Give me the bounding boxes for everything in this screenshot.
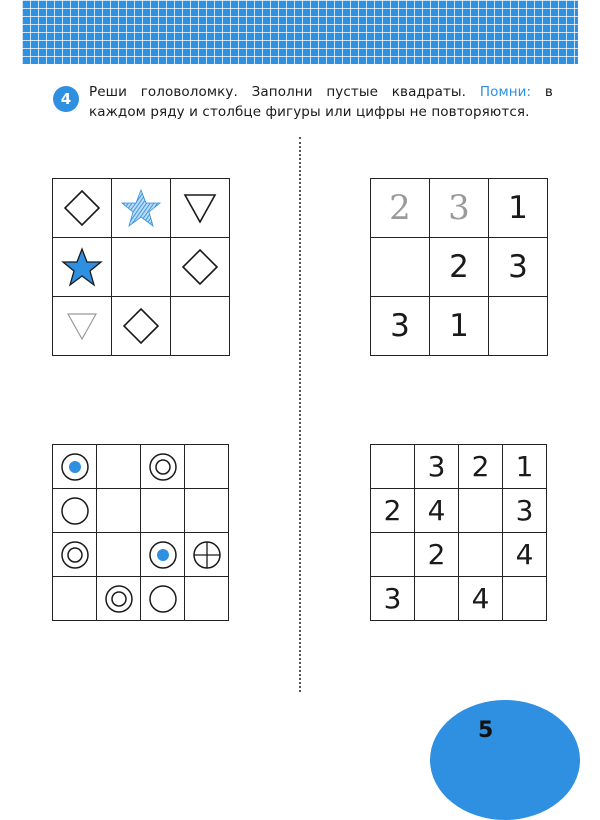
empty-cell [171,297,230,356]
numbers-puzzle-grid-4x4 [370,444,547,621]
empty-cell [489,297,548,356]
cell-digit: 1 [449,307,469,344]
numbers-puzzle-grid-3x3 [370,178,548,356]
grid-cell [97,577,141,621]
number-cell [415,533,459,577]
empty-cell [97,445,141,489]
grid-cell [185,533,229,577]
grid-cell [53,238,112,297]
circles-puzzle-grid [52,444,229,621]
grid-cell [53,489,97,533]
empty-cell [459,489,503,533]
cell-digit: 3 [448,188,470,228]
grid-cell [53,297,112,356]
header-grid-band [22,0,578,64]
double-circle-icon [103,583,135,615]
number-cell [503,489,547,533]
empty-cell [371,238,430,297]
cell-digit: 2 [471,449,490,483]
hatched-star-icon [120,188,162,228]
grid-cell [141,577,185,621]
pencil-triangle-icon [64,309,100,343]
number-cell [503,445,547,489]
grid-cell [53,179,112,238]
number-cell [459,445,503,489]
empty-cell [185,489,229,533]
grid-cell [112,297,171,356]
dot-circle-icon [59,451,91,483]
circle-icon [147,583,179,615]
cell-digit: 3 [427,449,446,483]
cell-digit: 2 [449,248,469,285]
cell-digit: 4 [427,493,446,527]
double-circle-icon [59,539,91,571]
empty-cell [185,445,229,489]
empty-cell [97,533,141,577]
crosshair-circle-icon [191,539,223,571]
instructions-highlight: Помни: [479,84,532,100]
number-cell [371,297,430,356]
task-number: 4 [60,90,72,108]
number-cell [489,179,548,238]
grid-cell [53,533,97,577]
task-instructions [89,82,553,122]
diamond-icon [122,307,160,345]
cell-digit: 1 [515,449,534,483]
number-cell [459,577,503,621]
empty-cell [112,238,171,297]
diamond-icon [181,248,219,286]
cell-digit: 3 [508,248,528,285]
empty-cell [371,533,415,577]
cell-digit: 3 [383,581,402,615]
dot-circle-icon [147,539,179,571]
number-cell [371,577,415,621]
grid-cell [171,179,230,238]
shapes-puzzle-grid [52,178,230,356]
instructions-rule: в каждом ряду и столбце фигуры или цифры не повторяются. [89,84,553,120]
empty-cell [141,489,185,533]
number-cell [430,297,489,356]
number-cell [430,179,489,238]
number-cell [415,445,459,489]
cell-digit: 4 [471,581,490,615]
empty-cell [503,577,547,621]
triangle-down-icon [182,191,218,225]
cell-digit: 4 [515,537,534,571]
star-icon [61,247,103,287]
cell-digit: 2 [427,537,446,571]
empty-cell [415,577,459,621]
cell-digit: 3 [515,493,534,527]
page-corner-circle [430,700,580,820]
diamond-icon [63,189,101,227]
cell-digit: 1 [508,189,528,226]
cell-digit: 2 [383,493,402,527]
number-cell [489,238,548,297]
dotted-divider [299,137,301,692]
circle-icon [59,495,91,527]
number-cell [430,238,489,297]
grid-cell [171,238,230,297]
number-cell [371,489,415,533]
number-cell [371,179,430,238]
empty-cell [185,577,229,621]
page-number: 5 [478,718,494,743]
number-cell [503,533,547,577]
instructions-text: Реши головоломку. Заполни пустые квадраты. [89,84,480,100]
empty-cell [459,533,503,577]
grid-cell [141,533,185,577]
grid-cell [112,179,171,238]
grid-cell [141,445,185,489]
empty-cell [53,577,97,621]
grid-cell [53,445,97,489]
empty-cell [97,489,141,533]
cell-digit: 3 [390,307,410,344]
number-cell [415,489,459,533]
empty-cell [371,445,415,489]
task-number-badge [53,86,79,112]
double-circle-icon [147,451,179,483]
cell-digit: 2 [389,188,411,228]
